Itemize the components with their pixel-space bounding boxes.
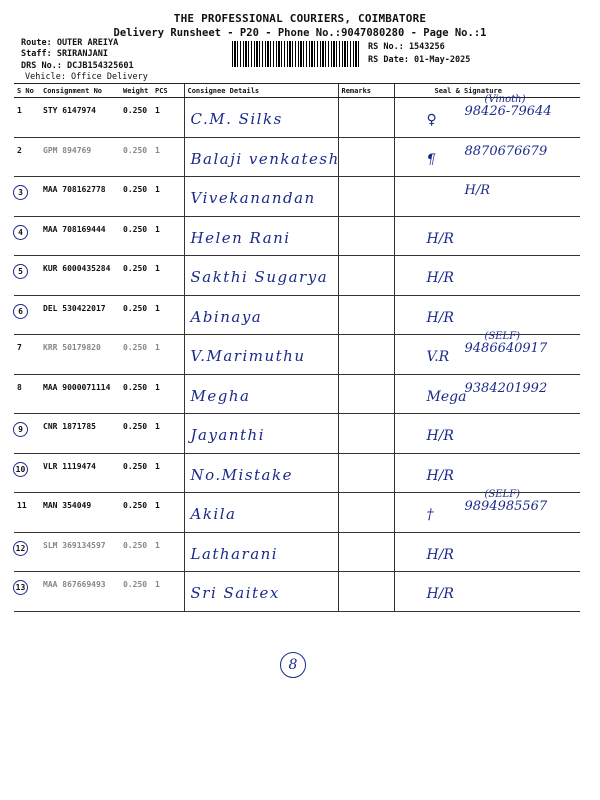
signature-phone: 9486640917 bbox=[464, 341, 548, 356]
signature-cell bbox=[394, 94, 580, 138]
signature-cell bbox=[394, 453, 580, 493]
sno-text: 1 bbox=[17, 106, 22, 115]
drs-number: DRS No.: DCJB154325601 bbox=[21, 61, 134, 71]
signature-note: (SELF) bbox=[484, 331, 521, 342]
runsheet-subtitle: Delivery Runsheet - P20 - Phone No.:9047080280 - Page No.:1 bbox=[113, 27, 487, 39]
barcode-image bbox=[232, 41, 360, 67]
table-row bbox=[14, 493, 580, 533]
table-row bbox=[14, 137, 580, 177]
signature-cell bbox=[394, 532, 580, 572]
col-remarks: Remarks bbox=[338, 84, 394, 98]
consignee-cell bbox=[184, 493, 338, 533]
signature-mark: † bbox=[426, 507, 434, 523]
signature-phone: H/R bbox=[464, 183, 491, 198]
sno-cell bbox=[14, 374, 40, 414]
consignment-no: GPM 894769 bbox=[40, 137, 120, 177]
signature-phone: 9384201992 bbox=[464, 380, 548, 396]
sno-cell bbox=[14, 295, 40, 335]
signature-mark: ♀ bbox=[426, 112, 437, 128]
remarks-cell bbox=[338, 216, 394, 256]
signature-cell bbox=[394, 414, 580, 454]
consignee-cell bbox=[184, 295, 338, 335]
col-weight: Weight bbox=[120, 84, 152, 98]
signature-mark: H/R bbox=[426, 428, 454, 444]
table-row bbox=[14, 572, 580, 612]
weight-value: 0.250 bbox=[120, 295, 152, 335]
col-seal-signature: Seal & Signature bbox=[394, 84, 580, 98]
remarks-cell bbox=[338, 414, 394, 454]
pcs-value: 1 bbox=[152, 453, 184, 493]
signature-mark: H/R bbox=[426, 586, 454, 602]
consignee-handwriting: C.M. Silks bbox=[190, 110, 283, 128]
consignment-no: MAN 354049 bbox=[40, 493, 120, 533]
signature-mark: H/R bbox=[426, 270, 454, 286]
signature-cell bbox=[394, 489, 580, 533]
consignee-handwriting: Sri Saitex bbox=[190, 584, 280, 602]
consignee-cell bbox=[184, 256, 338, 296]
runsheet-table bbox=[14, 83, 580, 612]
table-row bbox=[14, 216, 580, 256]
pcs-value: 1 bbox=[152, 256, 184, 296]
table-row bbox=[14, 414, 580, 454]
signature-cell bbox=[394, 374, 580, 414]
consignee-cell bbox=[184, 532, 338, 572]
sno-text: 2 bbox=[17, 145, 22, 155]
pcs-value: 1 bbox=[152, 295, 184, 335]
consignment-no: MAA 708169444 bbox=[40, 216, 120, 256]
consignee-handwriting: Akila bbox=[190, 505, 237, 523]
table-row bbox=[14, 177, 580, 217]
sno-text: 8 bbox=[17, 382, 22, 392]
sno-circle: 6 bbox=[13, 304, 28, 319]
consignee-cell bbox=[184, 335, 338, 375]
sno-cell bbox=[14, 532, 40, 572]
signature-phone: 8870676679 bbox=[464, 143, 548, 159]
table-row bbox=[14, 98, 580, 138]
vehicle-label: Vehicle: Office Delivery bbox=[25, 72, 148, 82]
sno-circle: 5 bbox=[13, 264, 28, 279]
consignee-handwriting: Helen Rani bbox=[190, 228, 291, 247]
consignee-cell bbox=[184, 177, 338, 217]
weight-value: 0.250 bbox=[120, 532, 152, 572]
consignment-no: VLR 1119474 bbox=[40, 453, 120, 493]
signature-cell bbox=[394, 216, 580, 256]
pcs-value: 1 bbox=[152, 137, 184, 177]
remarks-cell bbox=[338, 137, 394, 177]
col-consignee: Consignee Details bbox=[184, 84, 338, 98]
remarks-cell bbox=[338, 295, 394, 335]
signature-mark: H/R bbox=[426, 230, 454, 247]
signature-mark: V.R bbox=[426, 349, 450, 365]
sno-circle: 12 bbox=[13, 541, 28, 556]
sno-cell bbox=[14, 572, 40, 612]
weight-value: 0.250 bbox=[120, 98, 152, 138]
weight-value: 0.250 bbox=[120, 572, 152, 612]
table-row bbox=[14, 453, 580, 493]
table-row bbox=[14, 374, 580, 414]
sno-circle: 4 bbox=[13, 225, 28, 240]
col-consignment: Consignment No bbox=[40, 84, 120, 98]
pcs-value: 1 bbox=[152, 98, 184, 138]
consignment-no: MAA 708162778 bbox=[40, 177, 120, 217]
weight-value: 0.250 bbox=[120, 256, 152, 296]
remarks-cell bbox=[338, 177, 394, 217]
remarks-cell bbox=[338, 493, 394, 533]
rs-number: RS No.: 1543256 bbox=[368, 42, 445, 52]
consignee-cell bbox=[184, 414, 338, 454]
consignee-handwriting: Megha bbox=[190, 386, 251, 405]
signature-mark: H/R bbox=[426, 309, 454, 326]
weight-value: 0.250 bbox=[120, 177, 152, 217]
consignee-handwriting: Sakthi Sugarya bbox=[190, 268, 329, 286]
sno-circle: 10 bbox=[13, 462, 28, 477]
consignee-handwriting: Abinaya bbox=[190, 307, 263, 326]
signature-phone: 9894985567 bbox=[464, 499, 548, 514]
sno-cell bbox=[14, 493, 40, 533]
consignee-cell bbox=[184, 374, 338, 414]
pcs-value: 1 bbox=[152, 532, 184, 572]
weight-value: 0.250 bbox=[120, 374, 152, 414]
remarks-cell bbox=[338, 532, 394, 572]
pcs-value: 1 bbox=[152, 572, 184, 612]
signature-phone: 98426-79644 bbox=[464, 104, 552, 119]
consignee-handwriting: Vivekanandan bbox=[190, 189, 316, 207]
remarks-cell bbox=[338, 374, 394, 414]
signature-note: (Vinoth) bbox=[484, 94, 526, 105]
weight-value: 0.250 bbox=[120, 216, 152, 256]
sno-circle: 13 bbox=[13, 580, 28, 595]
remarks-cell bbox=[338, 572, 394, 612]
signature-mark: Mega bbox=[426, 388, 467, 405]
table-row bbox=[14, 532, 580, 572]
pcs-value: 1 bbox=[152, 335, 184, 375]
consignee-handwriting: Balaji venkatesh bbox=[190, 149, 340, 168]
consignee-handwriting: No.Mistake bbox=[190, 465, 293, 484]
pcs-value: 1 bbox=[152, 216, 184, 256]
signature-note: (SELF) bbox=[484, 489, 521, 500]
weight-value: 0.250 bbox=[120, 453, 152, 493]
consignment-no: KUR 6000435284 bbox=[40, 256, 120, 296]
weight-value: 0.250 bbox=[120, 335, 152, 375]
pcs-value: 1 bbox=[152, 177, 184, 217]
consignee-handwriting: Latharani bbox=[190, 544, 279, 563]
sno-cell bbox=[14, 256, 40, 296]
pcs-value: 1 bbox=[152, 414, 184, 454]
signature-cell bbox=[394, 295, 580, 335]
consignment-no: CNR 1871785 bbox=[40, 414, 120, 454]
consignee-cell bbox=[184, 453, 338, 493]
weight-value: 0.250 bbox=[120, 137, 152, 177]
page-count-mark: 8 bbox=[280, 652, 306, 678]
consignment-no: KRR 50179820 bbox=[40, 335, 120, 375]
remarks-cell bbox=[338, 256, 394, 296]
col-sno: S No bbox=[14, 84, 40, 98]
document-title: THE PROFESSIONAL COURIERS, COIMBATORE bbox=[173, 12, 427, 25]
consignee-handwriting: Jayanthi bbox=[190, 426, 266, 444]
consignee-cell bbox=[184, 137, 338, 177]
sno-circle: 3 bbox=[13, 185, 28, 200]
consignment-no: STY 6147974 bbox=[40, 98, 120, 138]
signature-cell bbox=[394, 177, 580, 217]
pcs-value: 1 bbox=[152, 374, 184, 414]
remarks-cell bbox=[338, 335, 394, 375]
consignee-cell bbox=[184, 216, 338, 256]
consignment-no: MAA 9000071114 bbox=[40, 374, 120, 414]
sno-text: 7 bbox=[17, 343, 22, 352]
sno-cell bbox=[14, 453, 40, 493]
consignment-no: SLM 369134597 bbox=[40, 532, 120, 572]
route-label: Route: OUTER AREIYA bbox=[21, 38, 119, 48]
consignment-no: DEL 530422017 bbox=[40, 295, 120, 335]
remarks-cell bbox=[338, 453, 394, 493]
sno-text: 11 bbox=[17, 501, 27, 510]
sno-cell bbox=[14, 177, 40, 217]
consignee-cell bbox=[184, 572, 338, 612]
signature-mark: H/R bbox=[426, 546, 454, 563]
signature-mark: H/R bbox=[426, 467, 454, 484]
sno-cell bbox=[14, 137, 40, 177]
remarks-cell bbox=[338, 98, 394, 138]
signature-mark: ¶ bbox=[426, 151, 436, 168]
table-row bbox=[14, 295, 580, 335]
sno-cell bbox=[14, 414, 40, 454]
consignee-handwriting: V.Marimuthu bbox=[190, 347, 306, 365]
table-row bbox=[14, 335, 580, 375]
sno-cell bbox=[14, 216, 40, 256]
rs-date: RS Date: 01-May-2025 bbox=[368, 55, 471, 65]
signature-cell bbox=[394, 572, 580, 612]
sno-circle: 9 bbox=[13, 422, 28, 437]
col-pcs: PCS bbox=[152, 84, 184, 98]
signature-cell bbox=[394, 331, 580, 375]
consignee-cell bbox=[184, 98, 338, 138]
signature-cell bbox=[394, 137, 580, 177]
pcs-value: 1 bbox=[152, 493, 184, 533]
sno-cell bbox=[14, 98, 40, 138]
table-row bbox=[14, 256, 580, 296]
weight-value: 0.250 bbox=[120, 414, 152, 454]
sno-cell bbox=[14, 335, 40, 375]
weight-value: 0.250 bbox=[120, 493, 152, 533]
staff-label: Staff: SRIRANJANI bbox=[21, 49, 108, 59]
signature-cell bbox=[394, 256, 580, 296]
consignment-no: MAA 867669493 bbox=[40, 572, 120, 612]
